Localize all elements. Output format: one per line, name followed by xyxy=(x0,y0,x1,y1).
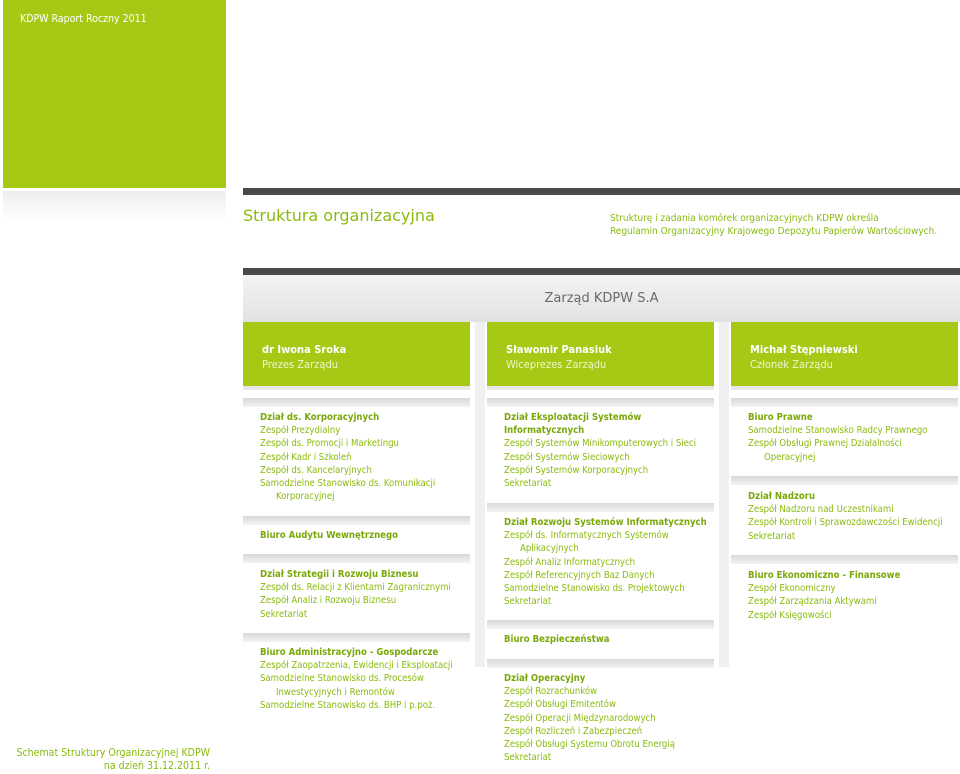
department-group xyxy=(748,490,943,543)
card-shadow xyxy=(243,386,470,390)
department-heading: Dział Eksploatacji Systemów xyxy=(504,412,642,423)
department-group xyxy=(504,516,707,608)
section-description xyxy=(610,212,937,238)
group-separator xyxy=(731,398,958,407)
group-separator xyxy=(487,503,714,512)
caption-line: Schemat Struktury Organizacyjnej KDPW xyxy=(16,747,210,759)
unit-item: Zespół Zarządzania Aktywami xyxy=(748,596,877,608)
department-group xyxy=(260,411,435,503)
unit-item: Zespół ds. Promocji i Marketingu xyxy=(260,438,399,450)
department-heading: Biuro Audytu Wewnętrznego xyxy=(260,530,398,541)
department-heading: Biuro Ekonomiczno - Finansowe xyxy=(748,570,901,581)
unit-item-continued: Operacyjnej xyxy=(764,451,816,463)
unit-item: Zespół Systemów Korporacyjnych xyxy=(504,464,649,476)
unit-item: Sekretariat xyxy=(504,478,552,490)
management-top-bar xyxy=(243,268,960,275)
unit-item: Zespół ds. Informatycznych Systemów xyxy=(504,530,669,542)
unit-item: Zespół Analiz i Rozwoju Biznesu xyxy=(260,595,397,607)
unit-item: Zespół Systemów Minikomputerowych i Sieci xyxy=(504,438,696,450)
department-group xyxy=(260,529,398,542)
unit-item: Zespół Systemów Sieciowych xyxy=(504,451,630,463)
group-separator xyxy=(487,620,714,629)
unit-item: Sekretariat xyxy=(748,530,796,542)
group-separator xyxy=(243,554,470,563)
unit-item: Zespół ds. Relacji z Klientami Zagranicznymi xyxy=(260,582,451,594)
group-separator xyxy=(243,633,470,642)
report-label: KDPW Raport Roczny 2011 xyxy=(20,13,147,25)
unit-item: Sekretariat xyxy=(504,596,552,608)
unit-item: Zespół Kadr i Szkoleń xyxy=(260,451,352,463)
department-group xyxy=(748,411,927,464)
group-separator xyxy=(731,476,958,485)
department-heading: Dział Nadzoru xyxy=(748,491,816,502)
unit-item-continued: Aplikacyjnych xyxy=(520,543,579,555)
unit-item: Zespół Nadzoru nad Uczestnikami xyxy=(748,504,894,516)
column-divider xyxy=(719,322,729,667)
department-heading: Dział Operacyjny xyxy=(504,673,586,684)
unit-item: Samodzielne Stanowisko ds. BHP i p.poż. xyxy=(260,699,436,711)
unit-item-continued: Korporacyjnej xyxy=(276,491,335,503)
page-title: Struktura organizacyjna xyxy=(243,206,435,225)
member-name: Michał Stępniewski xyxy=(750,343,858,356)
unit-item: Samodzielne Stanowisko ds. Komunikacji xyxy=(260,478,436,490)
group-separator xyxy=(243,398,470,407)
unit-item: Samodzielne Stanowisko Radcy Prawnego xyxy=(748,425,928,437)
unit-item: Zespół Prezydialny xyxy=(260,425,341,437)
group-separator xyxy=(731,555,958,564)
unit-item: Zespół Referencyjnych Baz Danych xyxy=(504,569,655,581)
description-line: Strukturę i zadania komórek organizacyjnych KDPW określa xyxy=(610,213,879,224)
department-group xyxy=(504,633,609,646)
chart-caption xyxy=(3,747,210,773)
group-separator xyxy=(243,516,470,525)
member-role: Wiceprezes Zarządu xyxy=(506,358,607,371)
department-heading: Biuro Administracyjno - Gospodarcze xyxy=(260,647,439,658)
unit-item: Zespół Obsługi Prawnej Działalności xyxy=(748,438,902,450)
department-heading: Informatycznych xyxy=(504,425,585,437)
member-role: Członek Zarządu xyxy=(750,358,833,371)
group-separator xyxy=(487,398,714,407)
unit-item: Samodzielne Stanowisko ds. Procesów xyxy=(260,673,425,685)
unit-item: Zespół Ekonomiczny xyxy=(748,583,836,595)
department-heading: Biuro Prawne xyxy=(748,412,813,423)
header-green-block xyxy=(3,0,226,188)
department-heading: Biuro Bezpieczeństwa xyxy=(504,634,610,645)
card-shadow xyxy=(731,386,958,390)
group-separator xyxy=(487,659,714,668)
unit-item: Zespół Obsługi Systemu Obrotu Energią xyxy=(504,739,675,751)
member-card xyxy=(487,322,714,386)
unit-item: Zespół Rozliczeń i Zabezpieczeń xyxy=(504,725,643,737)
management-title: Zarząd KDPW S.A xyxy=(544,291,659,306)
department-group xyxy=(748,569,900,622)
department-heading: Dział Strategii i Rozwoju Biznesu xyxy=(260,569,419,580)
unit-item: Zespół Analiz Informatycznych xyxy=(504,556,636,568)
member-name: Sławomir Panasiuk xyxy=(506,343,612,356)
member-card xyxy=(243,322,470,386)
section-top-bar xyxy=(243,188,960,195)
unit-item: Zespół Operacji Międzynarodowych xyxy=(504,712,656,724)
unit-item: Samodzielne Stanowisko ds. Projektowych xyxy=(504,583,685,595)
member-card xyxy=(731,322,958,386)
unit-item: Zespół Rozrachunków xyxy=(504,686,598,698)
unit-item: Sekretariat xyxy=(504,752,552,764)
department-group xyxy=(504,672,675,764)
unit-item: Zespół Kontroli i Sprawozdawczości Ewidencji xyxy=(748,517,943,529)
unit-item: Zespół Księgowości xyxy=(748,609,832,621)
department-heading: Dział ds. Korporacyjnych xyxy=(260,412,380,423)
department-group xyxy=(260,646,453,712)
unit-item: Sekretariat xyxy=(260,608,308,620)
department-heading: Dział Rozwoju Systemów Informatycznych xyxy=(504,517,707,528)
management-band xyxy=(243,275,960,322)
department-group xyxy=(260,568,451,621)
unit-item-continued: Inwestycyjnych i Remontów xyxy=(276,686,395,698)
unit-item: Zespół Obsługi Emitentów xyxy=(504,699,617,711)
caption-line: na dzień 31.12.2011 r. xyxy=(103,760,210,772)
left-gray-strip xyxy=(3,191,226,221)
unit-item: Zespół Zaopatrzenia, Ewidencji i Eksploatacji xyxy=(260,660,453,672)
unit-item: Zespół ds. Kancelaryjnych xyxy=(260,464,372,476)
department-group xyxy=(504,411,696,490)
member-role: Prezes Zarządu xyxy=(262,358,338,371)
description-line: Regulamin Organizacyjny Krajowego Depozytu Papierów Wartościowych. xyxy=(610,226,938,237)
column-divider xyxy=(475,322,485,667)
card-shadow xyxy=(487,386,714,390)
member-name: dr Iwona Sroka xyxy=(262,343,347,356)
